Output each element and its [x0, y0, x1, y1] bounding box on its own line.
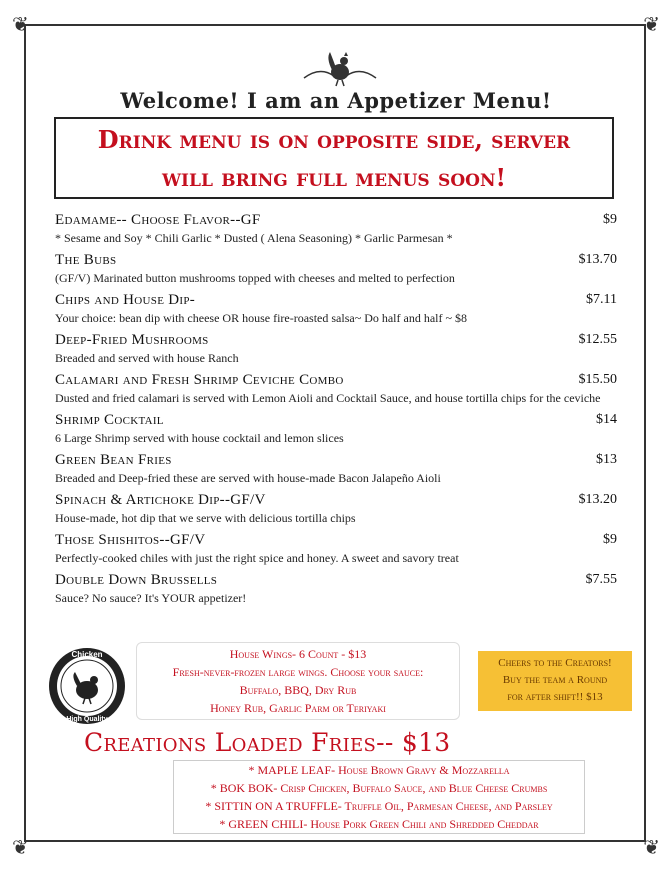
ornament-icon: ❦	[12, 835, 29, 859]
item-description: 6 Large Shrimp served with house cocktail and lemon slices	[55, 431, 344, 445]
ornament-icon: ❦	[643, 835, 660, 859]
menu-item	[55, 332, 617, 366]
fries-line: * GREEN CHILI- House Pork Green Chili and Shredded Cheddar	[219, 817, 539, 831]
badge-bottom-label: High Quality	[66, 716, 108, 723]
appetizer-list	[55, 212, 617, 612]
item-description: Breaded and Deep-fried these are served with house-made Bacon Jalapeño Aioli	[55, 471, 441, 485]
item-price: $9	[603, 212, 617, 227]
item-name: Those Shishitos--GF/V	[55, 532, 206, 548]
wings-line: House Wings- 6 Count - $13	[229, 647, 367, 661]
item-description: Your choice: bean dip with cheese OR house fire-roasted salsa~ Do half and half ~ $8	[55, 311, 467, 325]
menu-item	[55, 572, 617, 606]
item-description: House-made, hot dip that we serve with delicious tortilla chips	[55, 511, 356, 525]
ornament-icon: ❦	[643, 12, 660, 36]
item-price: $12.55	[578, 332, 617, 347]
item-price: $13.70	[578, 252, 617, 267]
item-description: Dusted and fried calamari is served with Lemon Aioli and Cocktail Sauce, and house tortilla chips for the ceviche	[55, 391, 601, 405]
item-description: * Sesame and Soy * Chili Garlic * Dusted ( Alena Seasoning) * Garlic Parmesan *	[55, 231, 453, 245]
item-price: $13	[596, 452, 617, 467]
item-description: Breaded and served with house Ranch	[55, 351, 239, 365]
drink-menu-notice	[54, 117, 614, 199]
cheers-box	[478, 651, 632, 711]
menu-item	[55, 372, 617, 406]
item-name: Deep-Fried Mushrooms	[55, 332, 209, 348]
rooster-icon	[300, 48, 380, 88]
item-price: $7.11	[586, 292, 617, 307]
item-name: Chips and House Dip-	[55, 292, 196, 308]
loaded-fries-title: Creations Loaded Fries-- $13	[84, 728, 451, 757]
wings-line: Honey Rub, Garlic Parm or Teriyaki	[210, 701, 386, 715]
item-description: (GF/V) Marinated button mushrooms topped with cheeses and melted to perfection	[55, 271, 455, 285]
cheers-line: for after shift!! $13	[507, 691, 603, 703]
wings-line: Buffalo, BBQ, Dry Rub	[239, 683, 357, 697]
menu-item	[55, 532, 617, 566]
chicken-quality-badge-icon	[47, 646, 127, 726]
item-price: $7.55	[585, 572, 617, 587]
item-name: Double Down Brussells	[55, 572, 218, 588]
cheers-line: Buy the team a Round	[502, 674, 608, 686]
menu-item	[55, 292, 617, 326]
item-price: $14	[596, 412, 617, 427]
menu-item	[55, 212, 617, 246]
menu-item	[55, 452, 617, 486]
item-name: The Bubs	[55, 252, 117, 268]
fries-line: * SITTIN ON A TRUFFLE- Truffle Oil, Parmesan Cheese, and Parsley	[205, 799, 553, 813]
loaded-fries-box	[173, 760, 585, 834]
item-price: $15.50	[578, 372, 617, 387]
item-name: Spinach & Artichoke Dip--GF/V	[55, 492, 266, 508]
badge-top-label: Chicken	[71, 650, 103, 659]
notice-line: will bring full menus soon!	[161, 163, 507, 192]
item-name: Green Bean Fries	[55, 452, 172, 468]
item-description: Sauce? No sauce? It's YOUR appetizer!	[55, 591, 247, 605]
item-name: Edamame-- Choose Flavor--GF	[55, 212, 261, 228]
wings-line: Fresh-never-frozen large wings. Choose your sauce:	[172, 665, 424, 679]
fries-line: * MAPLE LEAF- House Brown Gravy & Mozzarella	[248, 763, 510, 777]
notice-line: Drink menu is on opposite side, server	[97, 125, 571, 154]
item-price: $9	[603, 532, 617, 547]
menu-title: Welcome! I am an Appetizer Menu!	[120, 88, 552, 113]
menu-item	[55, 252, 617, 286]
item-name: Shrimp Cocktail	[55, 412, 164, 428]
menu-item	[55, 492, 617, 526]
fries-line: * BOK BOK- Crisp Chicken, Buffalo Sauce, and Blue Cheese Crumbs	[210, 781, 548, 795]
ornament-icon: ❦	[12, 12, 29, 36]
cheers-line: Cheers to the Creators!	[498, 657, 612, 669]
house-wings-box	[136, 642, 460, 720]
item-price: $13.20	[578, 492, 617, 507]
menu-item	[55, 412, 617, 446]
item-description: Perfectly-cooked chiles with just the right spice and honey. A sweet and savory treat	[55, 551, 459, 565]
item-name: Calamari and Fresh Shrimp Ceviche Combo	[55, 372, 344, 388]
